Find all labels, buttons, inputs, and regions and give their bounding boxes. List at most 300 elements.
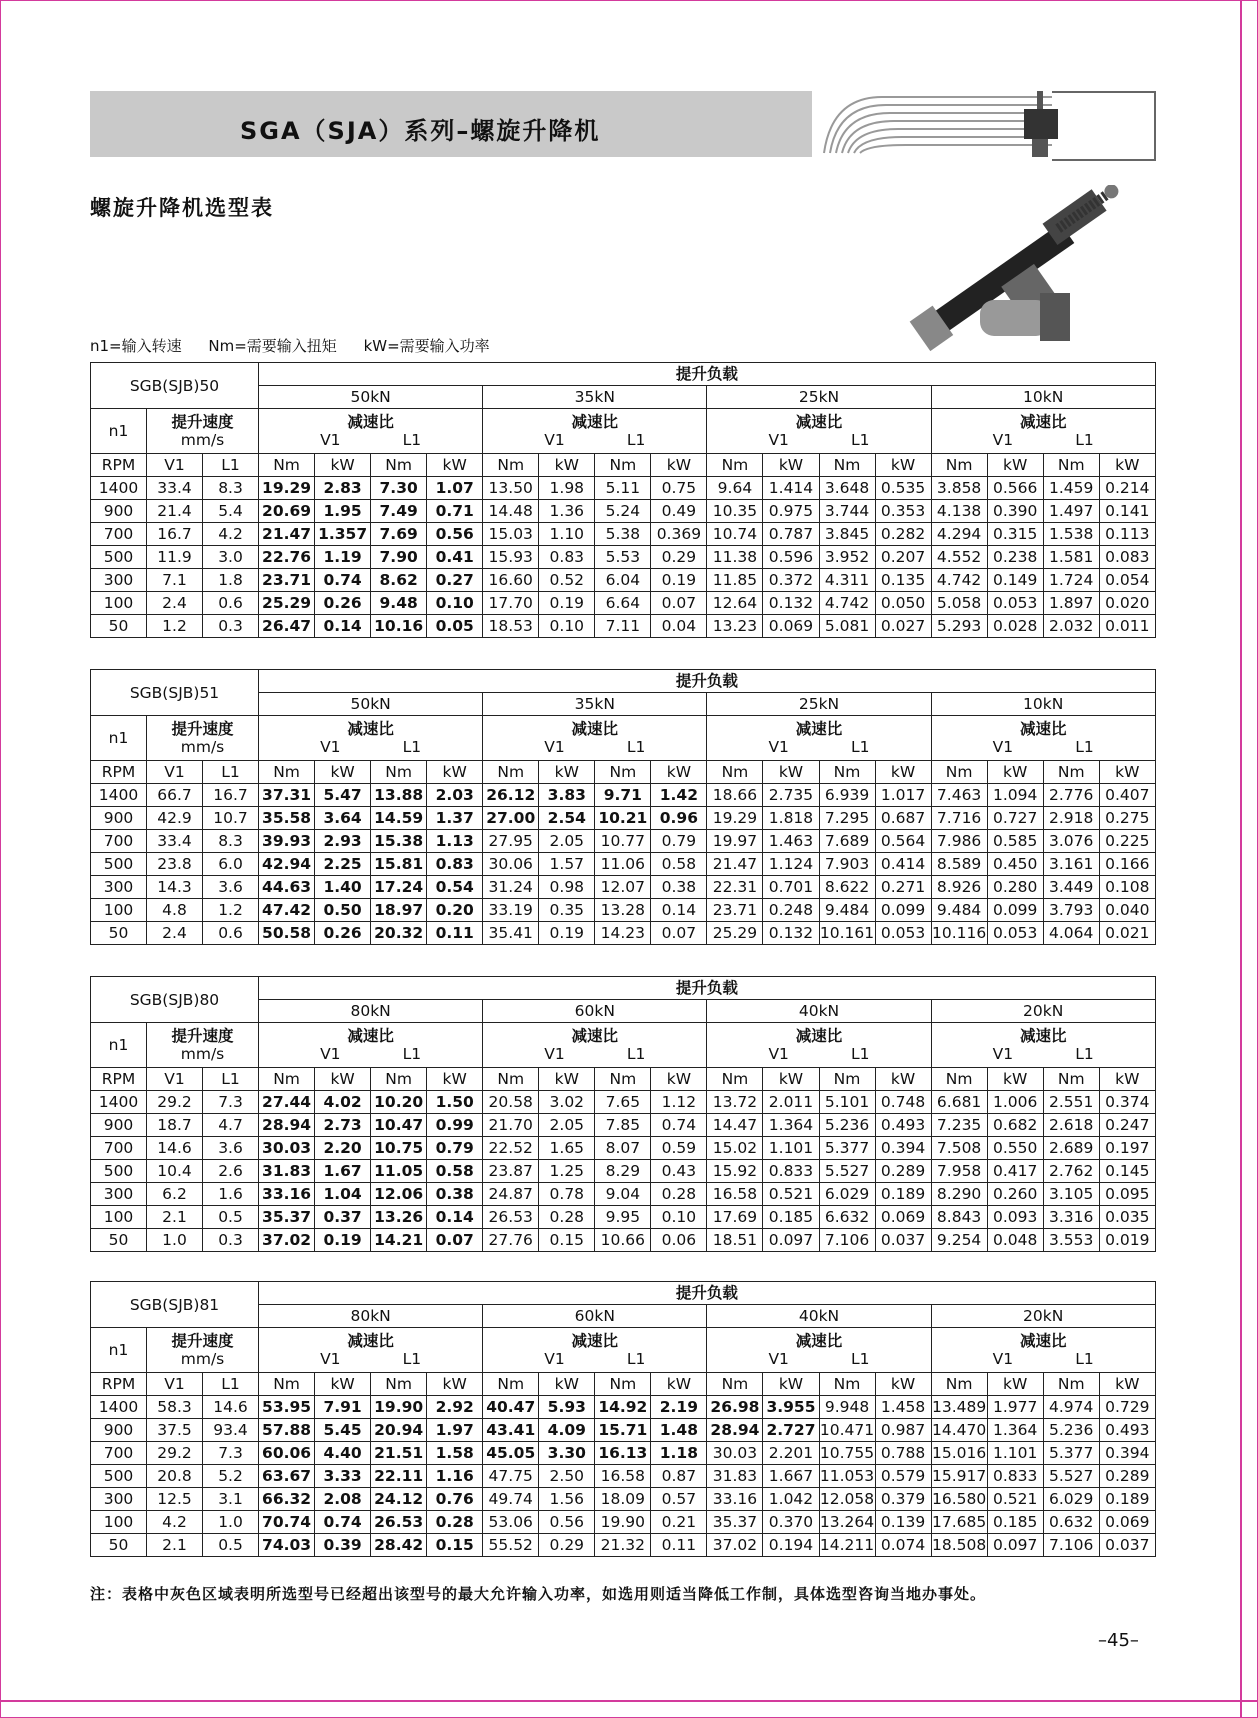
table-cell: 25.29 bbox=[707, 922, 763, 945]
table-cell: 0.98 bbox=[539, 876, 595, 899]
table-cell: 11.9 bbox=[147, 546, 203, 569]
table-cell: 6.64 bbox=[595, 592, 651, 615]
table-cell: 0.20 bbox=[427, 899, 483, 922]
table-cell: 0.28 bbox=[427, 1511, 483, 1534]
l1-label: L1 bbox=[626, 431, 646, 449]
l1-label: L1 bbox=[203, 1373, 259, 1396]
table-cell: 2.689 bbox=[1043, 1137, 1099, 1160]
table-cell: 0.189 bbox=[875, 1183, 931, 1206]
table-cell: 0.097 bbox=[763, 1229, 819, 1252]
table-cell: 13.50 bbox=[483, 477, 539, 500]
table-cell: 14.21 bbox=[371, 1229, 427, 1252]
table-cell: 24.87 bbox=[483, 1183, 539, 1206]
ratio-label: 减速比 bbox=[1019, 413, 1067, 431]
kw-label: kW bbox=[651, 1068, 707, 1091]
table-cell: 21.47 bbox=[259, 523, 315, 546]
table-cell: 0.26 bbox=[315, 922, 371, 945]
table-cell: 0.19 bbox=[651, 569, 707, 592]
table-cell: 4.09 bbox=[539, 1419, 595, 1442]
table-cell: 8.3 bbox=[203, 477, 259, 500]
n1-label: n1 bbox=[91, 1328, 147, 1373]
table-cell: 0.566 bbox=[987, 477, 1043, 500]
load-value: 25kN bbox=[707, 693, 931, 716]
l1-label: L1 bbox=[1075, 431, 1094, 449]
table-cell: 19.29 bbox=[707, 807, 763, 830]
table-row bbox=[91, 615, 1156, 638]
table-cell: 0.26 bbox=[315, 592, 371, 615]
table-cell: 0.053 bbox=[987, 592, 1043, 615]
table-cell: 14.211 bbox=[819, 1534, 875, 1557]
table-cell: 0.225 bbox=[1099, 830, 1155, 853]
load-header: 提升负载 bbox=[259, 977, 1156, 1000]
table-cell: 7.65 bbox=[595, 1091, 651, 1114]
nm-label: Nm bbox=[483, 761, 539, 784]
table-cell: 0.095 bbox=[1099, 1183, 1155, 1206]
table-cell: 7.91 bbox=[315, 1396, 371, 1419]
table-cell: 20.69 bbox=[259, 500, 315, 523]
table-cell: 0.3 bbox=[203, 1229, 259, 1252]
ratio-header bbox=[707, 1328, 931, 1373]
l1-label: L1 bbox=[851, 1045, 870, 1063]
table-cell: 7.85 bbox=[595, 1114, 651, 1137]
table-cell: 0.79 bbox=[427, 1137, 483, 1160]
table-cell: 33.16 bbox=[259, 1183, 315, 1206]
kw-label: kW bbox=[651, 761, 707, 784]
table-cell: 28.42 bbox=[371, 1534, 427, 1557]
table-cell: 0.132 bbox=[763, 592, 819, 615]
table-cell: 3.30 bbox=[539, 1442, 595, 1465]
table-cell: 4.742 bbox=[931, 569, 987, 592]
table-cell: 1.459 bbox=[1043, 477, 1099, 500]
l1-label: L1 bbox=[402, 431, 422, 449]
table-cell: 26.47 bbox=[259, 615, 315, 638]
nm-label: Nm bbox=[819, 761, 875, 784]
table-cell: 3.105 bbox=[1043, 1183, 1099, 1206]
table-row bbox=[91, 500, 1156, 523]
table-cell: 0.14 bbox=[651, 899, 707, 922]
table-cell: 0.748 bbox=[875, 1091, 931, 1114]
table-cell: 0.56 bbox=[427, 523, 483, 546]
l1-label: L1 bbox=[402, 1350, 422, 1368]
table-cell: 10.77 bbox=[595, 830, 651, 853]
table-cell: 1.6 bbox=[203, 1183, 259, 1206]
table-row bbox=[91, 1442, 1156, 1465]
table-cell: 49.74 bbox=[483, 1488, 539, 1511]
table-row bbox=[91, 876, 1156, 899]
table-cell: 4.064 bbox=[1043, 922, 1099, 945]
table-cell: 0.019 bbox=[1099, 1229, 1155, 1252]
table-cell: 4.2 bbox=[147, 1511, 203, 1534]
table-cell: 12.64 bbox=[707, 592, 763, 615]
table-cell: 0.141 bbox=[1099, 500, 1155, 523]
table-cell: 23.87 bbox=[483, 1160, 539, 1183]
ratio-header bbox=[259, 716, 483, 761]
table-cell: 7.235 bbox=[931, 1114, 987, 1137]
ratio-header bbox=[483, 1328, 707, 1373]
table-cell: 15.71 bbox=[595, 1419, 651, 1442]
table-cell: 1.538 bbox=[1043, 523, 1099, 546]
table-cell: 0.96 bbox=[651, 807, 707, 830]
speed-title: 提升速度 bbox=[171, 720, 234, 738]
table-cell: 9.254 bbox=[931, 1229, 987, 1252]
table-cell: 13.72 bbox=[707, 1091, 763, 1114]
nm-label: Nm bbox=[595, 454, 651, 477]
table-cell: 10.4 bbox=[147, 1160, 203, 1183]
selection-table-2 bbox=[90, 976, 1156, 1252]
table-cell: 7.106 bbox=[819, 1229, 875, 1252]
table-cell: 300 bbox=[91, 1183, 147, 1206]
table-cell: 0.493 bbox=[1099, 1419, 1155, 1442]
l1-label: L1 bbox=[1075, 1045, 1094, 1063]
table-cell: 18.7 bbox=[147, 1114, 203, 1137]
legend-nm: Nm=需要输入扭矩 bbox=[208, 337, 337, 355]
table-cell: 1.13 bbox=[427, 830, 483, 853]
v1-label: V1 bbox=[768, 1350, 789, 1368]
load-header: 提升负载 bbox=[259, 363, 1156, 386]
legend-kw: kW=需要输入功率 bbox=[363, 337, 490, 355]
table-cell: 0.11 bbox=[651, 1534, 707, 1557]
table-cell: 5.93 bbox=[539, 1396, 595, 1419]
table-cell: 300 bbox=[91, 569, 147, 592]
table-cell: 0.414 bbox=[875, 853, 931, 876]
table-cell: 14.92 bbox=[595, 1396, 651, 1419]
table-cell: 5.11 bbox=[595, 477, 651, 500]
table-cell: 0.682 bbox=[987, 1114, 1043, 1137]
table-cell: 10.161 bbox=[819, 922, 875, 945]
table-cell: 10.21 bbox=[595, 807, 651, 830]
table-cell: 0.135 bbox=[875, 569, 931, 592]
ratio-header bbox=[931, 716, 1155, 761]
table-cell: 1.497 bbox=[1043, 500, 1099, 523]
table-cell: 0.5 bbox=[203, 1534, 259, 1557]
table-cell: 1.667 bbox=[763, 1465, 819, 1488]
l1-label: L1 bbox=[626, 1350, 646, 1368]
speed-label bbox=[147, 409, 259, 454]
table-cell: 5.377 bbox=[1043, 1442, 1099, 1465]
table-cell: 1.724 bbox=[1043, 569, 1099, 592]
table-cell: 0.185 bbox=[763, 1206, 819, 1229]
table-cell: 0.21 bbox=[651, 1511, 707, 1534]
table-cell: 66.32 bbox=[259, 1488, 315, 1511]
table-cell: 0.353 bbox=[875, 500, 931, 523]
table-row bbox=[91, 1160, 1156, 1183]
table-cell: 29.2 bbox=[147, 1091, 203, 1114]
kw-label: kW bbox=[651, 1373, 707, 1396]
table-cell: 8.589 bbox=[931, 853, 987, 876]
table-cell: 0.57 bbox=[651, 1488, 707, 1511]
table-cell: 42.9 bbox=[147, 807, 203, 830]
table-cell: 900 bbox=[91, 807, 147, 830]
table-cell: 0.87 bbox=[651, 1465, 707, 1488]
table-cell: 22.76 bbox=[259, 546, 315, 569]
table-cell: 700 bbox=[91, 523, 147, 546]
table-cell: 0.15 bbox=[427, 1534, 483, 1557]
table-cell: 0.74 bbox=[651, 1114, 707, 1137]
table-cell: 900 bbox=[91, 500, 147, 523]
table-cell: 11.85 bbox=[707, 569, 763, 592]
page-title: SGA（SJA）系列–螺旋升降机 bbox=[240, 117, 601, 145]
table-cell: 63.67 bbox=[259, 1465, 315, 1488]
kw-label: kW bbox=[987, 761, 1043, 784]
table-cell: 1.2 bbox=[203, 899, 259, 922]
banner-frame bbox=[1052, 91, 1156, 161]
table-cell: 0.197 bbox=[1099, 1137, 1155, 1160]
table-cell: 20.8 bbox=[147, 1465, 203, 1488]
table-cell: 13.489 bbox=[931, 1396, 987, 1419]
table-cell: 2.735 bbox=[763, 784, 819, 807]
table-row bbox=[91, 784, 1156, 807]
table-cell: 47.75 bbox=[483, 1465, 539, 1488]
table-cell: 900 bbox=[91, 1419, 147, 1442]
table-cell: 30.03 bbox=[707, 1442, 763, 1465]
table-cell: 1.65 bbox=[539, 1137, 595, 1160]
table-cell: 6.04 bbox=[595, 569, 651, 592]
kw-label: kW bbox=[875, 1373, 931, 1396]
ratio-header bbox=[707, 716, 931, 761]
table-cell: 1.56 bbox=[539, 1488, 595, 1511]
table-cell: 5.47 bbox=[315, 784, 371, 807]
load-value: 60kN bbox=[483, 1305, 707, 1328]
table-cell: 0.596 bbox=[763, 546, 819, 569]
v1-label: V1 bbox=[544, 738, 565, 756]
table-cell: 42.94 bbox=[259, 853, 315, 876]
table-cell: 0.053 bbox=[987, 922, 1043, 945]
table-cell: 0.069 bbox=[763, 615, 819, 638]
table-cell: 5.058 bbox=[931, 592, 987, 615]
table-cell: 5.293 bbox=[931, 615, 987, 638]
table-cell: 55.52 bbox=[483, 1534, 539, 1557]
table-header-row bbox=[91, 977, 1156, 1000]
table-cell: 1.12 bbox=[651, 1091, 707, 1114]
speed-unit: mm/s bbox=[180, 1350, 225, 1368]
table-cell: 0.06 bbox=[651, 1229, 707, 1252]
table-cell: 0.282 bbox=[875, 523, 931, 546]
table-cell: 0.099 bbox=[987, 899, 1043, 922]
table-cell: 15.81 bbox=[371, 853, 427, 876]
table-header-row bbox=[91, 761, 1156, 784]
table-cell: 7.49 bbox=[371, 500, 427, 523]
table-cell: 10.755 bbox=[819, 1442, 875, 1465]
table-cell: 0.035 bbox=[1099, 1206, 1155, 1229]
table-cell: 14.23 bbox=[595, 922, 651, 945]
table-cell: 0.271 bbox=[875, 876, 931, 899]
table-cell: 9.95 bbox=[595, 1206, 651, 1229]
table-header-row bbox=[91, 1068, 1156, 1091]
table-cell: 0.275 bbox=[1099, 807, 1155, 830]
table-cell: 2.20 bbox=[315, 1137, 371, 1160]
table-cell: 33.19 bbox=[483, 899, 539, 922]
rpm-label: RPM bbox=[91, 1068, 147, 1091]
table-cell: 11.053 bbox=[819, 1465, 875, 1488]
nm-label: Nm bbox=[371, 1373, 427, 1396]
table-cell: 2.05 bbox=[539, 830, 595, 853]
kw-label: kW bbox=[987, 454, 1043, 477]
table-cell: 0.787 bbox=[763, 523, 819, 546]
table-cell: 7.90 bbox=[371, 546, 427, 569]
table-row bbox=[91, 1183, 1156, 1206]
table-cell: 0.521 bbox=[763, 1183, 819, 1206]
model-label: SGB(SJB)81 bbox=[91, 1282, 259, 1328]
table-cell: 0.10 bbox=[539, 615, 595, 638]
table-cell: 35.58 bbox=[259, 807, 315, 830]
table-cell: 33.4 bbox=[147, 477, 203, 500]
nm-label: Nm bbox=[819, 454, 875, 477]
table-cell: 6.0 bbox=[203, 853, 259, 876]
kw-label: kW bbox=[315, 1373, 371, 1396]
model-label: SGB(SJB)80 bbox=[91, 977, 259, 1023]
ratio-label: 减速比 bbox=[795, 1027, 843, 1045]
l1-label: L1 bbox=[203, 1068, 259, 1091]
ratio-header bbox=[707, 409, 931, 454]
table-cell: 3.83 bbox=[539, 784, 595, 807]
table-cell: 0.79 bbox=[651, 830, 707, 853]
table-cell: 900 bbox=[91, 1114, 147, 1137]
ratio-label: 减速比 bbox=[571, 1027, 619, 1045]
selection-table-3 bbox=[90, 1281, 1156, 1557]
table-cell: 0.149 bbox=[987, 569, 1043, 592]
table-cell: 1.897 bbox=[1043, 592, 1099, 615]
table-cell: 8.290 bbox=[931, 1183, 987, 1206]
load-header: 提升负载 bbox=[259, 1282, 1156, 1305]
table-cell: 1.042 bbox=[763, 1488, 819, 1511]
table-cell: 1.19 bbox=[315, 546, 371, 569]
table-cell: 5.527 bbox=[819, 1160, 875, 1183]
table-cell: 100 bbox=[91, 592, 147, 615]
table-cell: 20.94 bbox=[371, 1419, 427, 1442]
table-cell: 12.058 bbox=[819, 1488, 875, 1511]
table-cell: 0.166 bbox=[1099, 853, 1155, 876]
table-cell: 0.189 bbox=[1099, 1488, 1155, 1511]
table-cell: 18.51 bbox=[707, 1229, 763, 1252]
kw-label: kW bbox=[315, 1068, 371, 1091]
table-cell: 1.364 bbox=[987, 1419, 1043, 1442]
table-cell: 16.7 bbox=[147, 523, 203, 546]
table-cell: 0.59 bbox=[651, 1137, 707, 1160]
table-cell: 1.977 bbox=[987, 1396, 1043, 1419]
nm-label: Nm bbox=[707, 1373, 763, 1396]
table-cell: 11.38 bbox=[707, 546, 763, 569]
table-cell: 0.021 bbox=[1099, 922, 1155, 945]
legend-n1: n1=输入转速 bbox=[90, 337, 182, 355]
table-cell: 2.73 bbox=[315, 1114, 371, 1137]
table-cell: 0.132 bbox=[763, 922, 819, 945]
table-cell: 9.948 bbox=[819, 1396, 875, 1419]
table-cell: 15.92 bbox=[707, 1160, 763, 1183]
table-cell: 2.032 bbox=[1043, 615, 1099, 638]
ratio-label: 减速比 bbox=[795, 413, 843, 431]
table-cell: 7.689 bbox=[819, 830, 875, 853]
table-cell: 1.10 bbox=[539, 523, 595, 546]
l1-label: L1 bbox=[402, 738, 422, 756]
table-cell: 22.11 bbox=[371, 1465, 427, 1488]
table-cell: 4.40 bbox=[315, 1442, 371, 1465]
table-cell: 2.1 bbox=[147, 1206, 203, 1229]
table-cell: 20.58 bbox=[483, 1091, 539, 1114]
v1-label: V1 bbox=[992, 1350, 1014, 1368]
table-cell: 10.47 bbox=[371, 1114, 427, 1137]
table-cell: 10.471 bbox=[819, 1419, 875, 1442]
table-cell: 8.926 bbox=[931, 876, 987, 899]
table-cell: 10.20 bbox=[371, 1091, 427, 1114]
nm-label: Nm bbox=[1043, 761, 1099, 784]
table-cell: 0.19 bbox=[539, 592, 595, 615]
table-cell: 0.35 bbox=[539, 899, 595, 922]
l1-label: L1 bbox=[1075, 1350, 1094, 1368]
table-cell: 0.833 bbox=[763, 1160, 819, 1183]
table-cell: 3.648 bbox=[819, 477, 875, 500]
table-cell: 0.407 bbox=[1099, 784, 1155, 807]
table-cell: 0.28 bbox=[539, 1206, 595, 1229]
table-cell: 0.6 bbox=[203, 922, 259, 945]
table-cell: 28.94 bbox=[259, 1114, 315, 1137]
table-row bbox=[91, 523, 1156, 546]
table-cell: 0.379 bbox=[875, 1488, 931, 1511]
ratio-label: 减速比 bbox=[571, 720, 619, 738]
table-cell: 1.124 bbox=[763, 853, 819, 876]
table-cell: 0.43 bbox=[651, 1160, 707, 1183]
table-cell: 23.71 bbox=[259, 569, 315, 592]
table-cell: 18.508 bbox=[931, 1534, 987, 1557]
table-row bbox=[91, 1488, 1156, 1511]
kw-label: kW bbox=[427, 454, 483, 477]
table-cell: 29.2 bbox=[147, 1442, 203, 1465]
table-cell: 0.214 bbox=[1099, 477, 1155, 500]
table-cell: 0.493 bbox=[875, 1114, 931, 1137]
table-cell: 0.987 bbox=[875, 1419, 931, 1442]
load-value: 80kN bbox=[259, 1305, 483, 1328]
table-cell: 70.74 bbox=[259, 1511, 315, 1534]
table-cell: 5.2 bbox=[203, 1465, 259, 1488]
table-header-row bbox=[91, 1282, 1156, 1305]
l1-label: L1 bbox=[203, 454, 259, 477]
table-cell: 16.13 bbox=[595, 1442, 651, 1465]
kw-label: kW bbox=[763, 761, 819, 784]
table-cell: 0.248 bbox=[763, 899, 819, 922]
nm-label: Nm bbox=[595, 1068, 651, 1091]
table-cell: 0.58 bbox=[427, 1160, 483, 1183]
table-cell: 8.62 bbox=[371, 569, 427, 592]
load-value: 10kN bbox=[931, 386, 1155, 409]
table-cell: 3.316 bbox=[1043, 1206, 1099, 1229]
table-cell: 0.074 bbox=[875, 1534, 931, 1557]
table-cell: 3.02 bbox=[539, 1091, 595, 1114]
table-cell: 47.42 bbox=[259, 899, 315, 922]
table-cell: 0.39 bbox=[315, 1534, 371, 1557]
table-cell: 1.0 bbox=[203, 1511, 259, 1534]
table-cell: 14.48 bbox=[483, 500, 539, 523]
ratio-label: 减速比 bbox=[1019, 1027, 1067, 1045]
n1-label: n1 bbox=[91, 409, 147, 454]
speed-unit: mm/s bbox=[180, 738, 225, 756]
table-cell: 0.75 bbox=[651, 477, 707, 500]
speed-title: 提升速度 bbox=[171, 413, 234, 431]
table-row bbox=[91, 1229, 1156, 1252]
table-cell: 8.622 bbox=[819, 876, 875, 899]
model-label: SGB(SJB)50 bbox=[91, 363, 259, 409]
table-cell: 0.10 bbox=[651, 1206, 707, 1229]
nm-label: Nm bbox=[259, 454, 315, 477]
table-cell: 18.09 bbox=[595, 1488, 651, 1511]
table-cell: 0.374 bbox=[1099, 1091, 1155, 1114]
load-value: 35kN bbox=[483, 386, 707, 409]
table-cell: 0.097 bbox=[987, 1534, 1043, 1557]
load-value: 20kN bbox=[931, 1305, 1155, 1328]
table-row bbox=[91, 1114, 1156, 1137]
table-cell: 16.7 bbox=[203, 784, 259, 807]
table-cell: 0.27 bbox=[427, 569, 483, 592]
table-cell: 1.006 bbox=[987, 1091, 1043, 1114]
ratio-label: 减速比 bbox=[795, 1332, 843, 1350]
